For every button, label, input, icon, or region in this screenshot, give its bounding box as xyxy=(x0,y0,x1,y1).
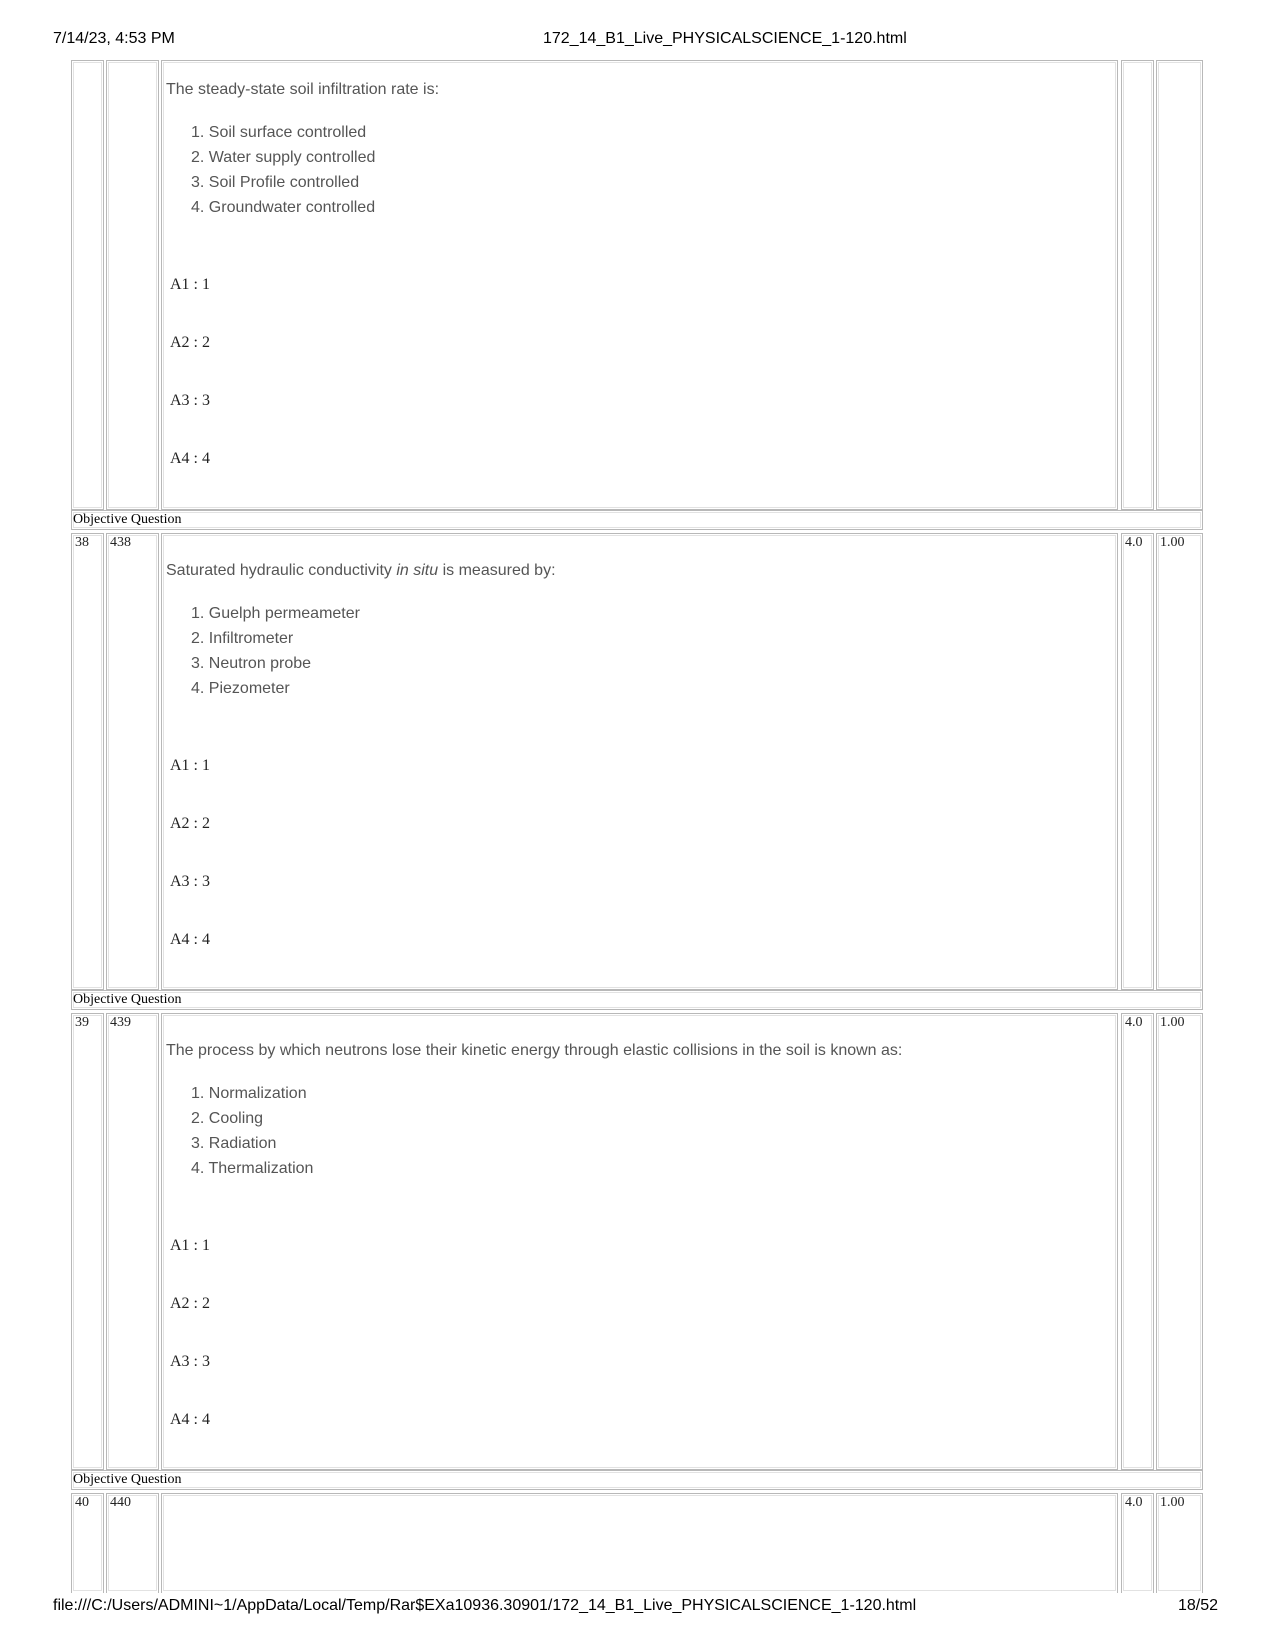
q39-answer-2: A2 : 2 xyxy=(170,1295,210,1312)
option-item: 4. Thermalization xyxy=(191,1160,314,1177)
q37-qid-cell xyxy=(106,60,159,510)
q38-sno-cell xyxy=(71,533,104,990)
print-file-path: file:///C:/Users/ADMINI~1/AppData/Local/Temp/Rar$EXa10936.30901/172_14_B1_Live_PHYSICALSCIENCE_1-120.html xyxy=(53,1597,917,1614)
q38-qid: 438 xyxy=(110,535,131,550)
q38-question-text xyxy=(166,562,556,580)
q40-type-label: Objective Question xyxy=(73,1472,182,1487)
q38-type-row xyxy=(71,510,1203,530)
option-item: 1. Soil surface controlled xyxy=(191,124,367,141)
q37-neg-cell xyxy=(1156,60,1203,510)
q40-qid: 440 xyxy=(110,1495,131,1510)
q37-answer-4: A4 : 4 xyxy=(170,450,210,467)
option-item: 1. Normalization xyxy=(191,1085,307,1102)
q38-type-label: Objective Question xyxy=(73,512,182,527)
q39-sno-cell xyxy=(71,1013,104,1470)
option-item: 3. Radiation xyxy=(191,1135,277,1152)
q39-answer-3: A3 : 3 xyxy=(170,1353,210,1370)
print-title: 172_14_B1_Live_PHYSICALSCIENCE_1-120.html xyxy=(543,30,907,47)
q37-answer-2: A2 : 2 xyxy=(170,334,210,351)
q39-options-list xyxy=(191,1081,313,1181)
q40-type-row xyxy=(71,1470,1203,1490)
q38-text-before: Saturated hydraulic conductivity xyxy=(166,562,397,579)
q37-answer-1: A1 : 1 xyxy=(170,276,210,293)
option-item: 2. Cooling xyxy=(191,1110,264,1127)
q38-answer-1: A1 : 1 xyxy=(170,757,210,774)
q39-neg-cell xyxy=(1156,1013,1203,1470)
q37-answer-3: A3 : 3 xyxy=(170,392,210,409)
q40-neg-marks: 1.00 xyxy=(1160,1495,1185,1510)
q38-answer-3: A3 : 3 xyxy=(170,873,210,890)
option-item: 3. Neutron probe xyxy=(191,655,312,672)
q37-marks-cell xyxy=(1121,60,1154,510)
option-item: 2. Infiltrometer xyxy=(191,630,294,647)
q38-text-after: is measured by: xyxy=(438,562,556,579)
q39-sno: 39 xyxy=(75,1015,89,1030)
q39-qid-cell xyxy=(106,1013,159,1470)
q38-answer-4: A4 : 4 xyxy=(170,931,210,948)
q40-question-cell xyxy=(161,1493,1118,1593)
q40-marks: 4.0 xyxy=(1125,1495,1143,1510)
q38-marks-cell xyxy=(1121,533,1154,990)
q38-marks: 4.0 xyxy=(1125,535,1143,550)
q40-sno: 40 xyxy=(75,1495,89,1510)
q37-question-text: The steady-state soil infiltration rate is: xyxy=(166,81,440,98)
page-number: 18/52 xyxy=(1178,1597,1219,1614)
option-item: 2. Water supply controlled xyxy=(191,149,376,166)
q38-answer-2: A2 : 2 xyxy=(170,815,210,832)
q39-type-label: Objective Question xyxy=(73,992,182,1007)
q39-answer-1: A1 : 1 xyxy=(170,1237,210,1254)
option-item: 1. Guelph permeameter xyxy=(191,605,360,622)
q39-qid: 439 xyxy=(110,1015,131,1030)
q38-options-list xyxy=(191,601,360,701)
q38-qid-cell xyxy=(106,533,159,990)
q38-text-italic: in situ xyxy=(396,562,439,579)
option-item: 4. Piezometer xyxy=(191,680,290,697)
q37-options-list xyxy=(191,120,375,220)
option-item: 3. Soil Profile controlled xyxy=(191,174,360,191)
q38-neg-marks: 1.00 xyxy=(1160,535,1185,550)
q38-sno: 38 xyxy=(75,535,89,550)
q39-neg-marks: 1.00 xyxy=(1160,1015,1185,1030)
q37-sno-cell xyxy=(71,60,104,510)
q38-neg-cell xyxy=(1156,533,1203,990)
option-item: 4. Groundwater controlled xyxy=(191,199,376,216)
print-datetime: 7/14/23, 4:53 PM xyxy=(53,30,175,47)
q39-question-text: The process by which neutrons lose their kinetic energy through elastic collisions in the soil is known as: xyxy=(166,1042,903,1059)
q39-marks-cell xyxy=(1121,1013,1154,1470)
q39-answer-4: A4 : 4 xyxy=(170,1411,210,1428)
q39-marks: 4.0 xyxy=(1125,1015,1143,1030)
q39-type-row xyxy=(71,990,1203,1010)
